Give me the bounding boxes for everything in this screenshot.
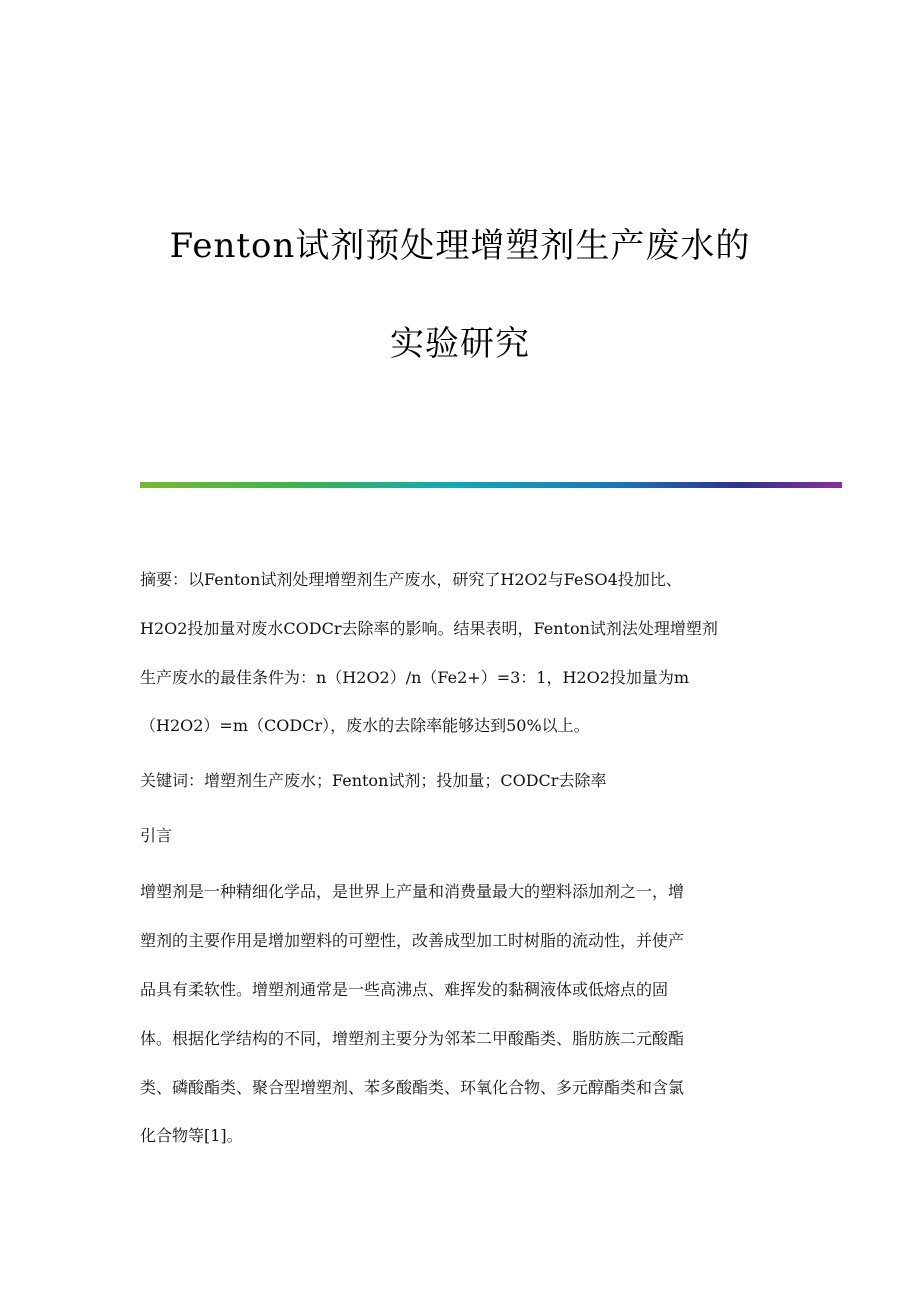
- document-title-line-1: Fenton试剂预处理增塑剂生产废水的: [169, 226, 751, 266]
- abstract-line: H2O2投加量对废水CODCr去除率的影响。结果表明，Fenton试剂法处理增塑剂: [140, 619, 718, 638]
- intro-paragraph-line: 化合物等[1]。: [140, 1126, 243, 1145]
- keywords-line: 关键词：增塑剂生产废水；Fenton试剂；投加量；CODCr去除率: [140, 771, 607, 790]
- document-title-line-2: 实验研究: [390, 324, 530, 364]
- abstract-line: 摘要：以Fenton试剂处理增塑剂生产废水，研究了H2O2与FeSO4投加比、: [140, 570, 682, 589]
- abstract-line: 生产废水的最佳条件为：n（H2O2）/n（Fe2+）=3：1，H2O2投加量为m: [140, 668, 690, 687]
- intro-paragraph-line: 体。根据化学结构的不同，增塑剂主要分为邻苯二甲酸酯类、脂肪族二元酸酯: [140, 1029, 685, 1048]
- intro-paragraph-line: 塑剂的主要作用是增加塑料的可塑性，改善成型加工时树脂的流动性，并使产: [140, 931, 685, 950]
- abstract-line: （H2O2）=m（CODCr），废水的去除率能够达到50%以上。: [140, 716, 590, 735]
- intro-paragraph-line: 品具有柔软性。增塑剂通常是一些高沸点、难挥发的黏稠液体或低熔点的固: [140, 980, 669, 999]
- intro-paragraph-line: 增塑剂是一种精细化学品，是世界上产量和消费量最大的塑料添加剂之一，增: [140, 882, 685, 901]
- intro-heading: 引言: [140, 826, 173, 845]
- intro-paragraph-line: 类、磷酸酯类、聚合型增塑剂、苯多酸酯类、环氧化合物、多元醇酯类和含氯: [140, 1078, 685, 1097]
- gradient-divider: [140, 482, 842, 488]
